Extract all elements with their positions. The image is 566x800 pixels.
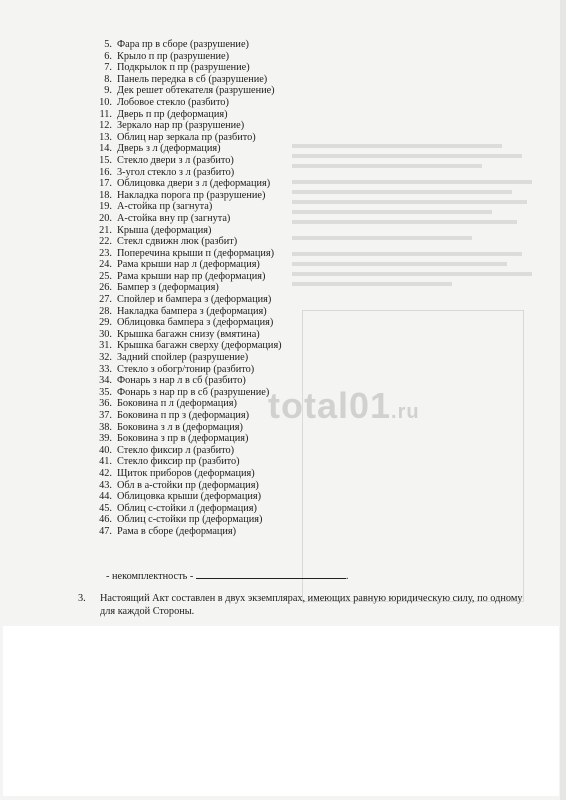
damage-list-item	[88, 340, 282, 352]
item-number: 18.	[99, 189, 112, 201]
item-number: 39.	[99, 433, 112, 445]
damage-list-item	[88, 387, 282, 399]
item-number: 36.	[99, 398, 112, 410]
item-number: 7.	[104, 62, 112, 74]
damage-list-item	[88, 155, 282, 167]
damage-list-item	[88, 201, 282, 213]
damage-list-item	[88, 213, 282, 225]
item-number: 16.	[99, 166, 112, 178]
item-text: Поперечина крыши п (деформация)	[117, 247, 275, 259]
item-text: Спойлер и бампера з (деформация)	[117, 294, 272, 306]
damage-list-item	[88, 225, 282, 237]
item-number: 46.	[99, 514, 112, 526]
item-text: Боковина п пр з (деформация)	[117, 410, 250, 421]
item-text: Рама крыши нар пр (деформация)	[117, 270, 266, 282]
item-text: Боковина з л в (деформация)	[117, 421, 243, 433]
item-text: Бампер з (деформация)	[117, 282, 219, 294]
item-text: Облиц с-стойки л (деформация)	[117, 502, 257, 514]
damage-list-item	[88, 514, 282, 526]
item-number: 8.	[104, 73, 112, 85]
scan-edge	[560, 0, 566, 800]
damage-list-item	[88, 398, 282, 410]
damage-list-item	[88, 143, 282, 155]
damage-list-item	[88, 248, 282, 260]
item-number: 47.	[99, 525, 112, 537]
item-text: Зеркало нар пр (разрушение)	[117, 120, 245, 132]
item-text: Облиц с-стойки пр (деформация)	[117, 514, 263, 526]
item-text: Обл в а-стойки пр (деформация)	[117, 479, 259, 491]
item-text: Облицовка крыши (деформация)	[117, 491, 262, 503]
damage-list-item	[88, 236, 282, 248]
fill-in-blank	[196, 569, 346, 579]
item-number: 44.	[99, 491, 112, 503]
item-text: Боковина п л (деформация)	[117, 398, 237, 410]
item-number: 41.	[99, 456, 112, 468]
damage-list-item	[88, 51, 282, 63]
item-text: Фара пр в сборе (разрушение)	[117, 39, 249, 50]
item-text: Крыло п пр (разрушение)	[117, 50, 230, 62]
clause-3	[78, 592, 538, 618]
damage-list-item	[88, 422, 282, 434]
damage-list	[88, 39, 282, 538]
item-text: А-стойка вну пр (загнута)	[117, 212, 231, 224]
item-text: Стекло фиксир л (разбито)	[117, 444, 235, 456]
item-text: Задний спойлер (разрушение)	[117, 352, 249, 364]
clause-number: 3.	[78, 593, 86, 604]
damage-list-item	[88, 352, 282, 364]
watermark-main: total01	[268, 385, 392, 426]
item-text: Облицовка бампера з (деформация)	[117, 317, 274, 329]
item-number: 43.	[99, 479, 112, 491]
blank-lower-area	[3, 626, 559, 796]
item-number: 29.	[99, 317, 112, 329]
item-text: Фонарь з нар пр в сб (разрушение)	[117, 386, 270, 398]
item-text: Боковина з пр в (деформация)	[117, 433, 249, 445]
item-text: Панель передка в сб (разрушение)	[117, 73, 268, 85]
item-number: 38.	[99, 421, 112, 433]
item-text: Накладка бампера з (деформация)	[117, 305, 267, 317]
incompleteness-line: - некомплектность - .	[106, 571, 349, 582]
item-number: 23.	[99, 247, 112, 259]
item-text: Рама крыши нар л (деформация)	[117, 259, 260, 271]
item-text: Дек решет обтекателя (разрушение)	[117, 85, 275, 97]
damage-list-item	[88, 480, 282, 492]
damage-list-item	[88, 190, 282, 202]
damage-list-item	[88, 468, 282, 480]
item-text: Фонарь з нар л в сб (разбито)	[117, 375, 246, 387]
item-text: Облицовка двери з л (деформация)	[117, 178, 271, 190]
damage-list-item	[88, 271, 282, 283]
damage-list-item	[88, 62, 282, 74]
item-number: 24.	[99, 259, 112, 271]
item-number: 30.	[99, 328, 112, 340]
item-number: 28.	[99, 305, 112, 317]
item-number: 13.	[99, 131, 112, 143]
damage-list-item	[88, 456, 282, 468]
damage-list-item	[88, 259, 282, 271]
item-text: 3-угол стекло з л (разбито)	[117, 166, 235, 178]
damage-list-item	[88, 282, 282, 294]
item-number: 40.	[99, 444, 112, 456]
watermark	[268, 385, 420, 427]
item-number: 37.	[99, 410, 112, 421]
watermark-domain: .ru	[391, 401, 420, 423]
item-number: 32.	[99, 352, 112, 364]
item-number: 42.	[99, 467, 112, 479]
damage-list-item	[88, 364, 282, 376]
damage-list-item	[88, 132, 282, 144]
item-number: 14.	[99, 143, 112, 155]
item-text: Крыша (деформация)	[117, 224, 212, 236]
damage-list-item	[88, 178, 282, 190]
item-text: Щиток приборов (деформация)	[117, 467, 255, 479]
item-text: Лобовое стекло (разбито)	[117, 96, 229, 108]
clause-text: Настоящий Акт составлен в двух экземплярах, имеющих равную юридическую силу, по одному для каждой Стороны.	[100, 593, 523, 617]
item-number: 15.	[99, 154, 112, 166]
item-number: 21.	[99, 224, 112, 236]
damage-list-item	[88, 39, 282, 51]
bleed-through-text	[292, 140, 542, 610]
damage-list-item	[88, 294, 282, 306]
item-text: Стекло двери з л (разбито)	[117, 154, 234, 166]
item-text: Крышка багажн снизу (вмятина)	[117, 328, 260, 340]
item-number: 45.	[99, 502, 112, 514]
item-number: 34.	[99, 375, 112, 387]
damage-list-item	[88, 74, 282, 86]
item-text: Крышка багажн сверху (деформация)	[117, 340, 282, 352]
damage-list-item	[88, 503, 282, 515]
item-number: 5.	[104, 39, 112, 50]
item-number: 33.	[99, 363, 112, 375]
item-number: 31.	[99, 340, 112, 352]
damage-list-item	[88, 433, 282, 445]
item-text: Подкрылок п пр (разрушение)	[117, 62, 250, 74]
item-number: 19.	[99, 201, 112, 213]
damage-list-item	[88, 445, 282, 457]
item-text: Стекло з обогр/тонир (разбито)	[117, 363, 255, 375]
item-number: 26.	[99, 282, 112, 294]
incompleteness-label: - некомплектность -	[106, 571, 194, 582]
damage-list-item	[88, 375, 282, 387]
item-text: Накладка порога пр (разрушение)	[117, 189, 266, 201]
item-number: 35.	[99, 386, 112, 398]
item-number: 22.	[99, 236, 112, 248]
item-number: 17.	[99, 178, 112, 190]
damage-list-item	[88, 120, 282, 132]
item-text: Облиц нар зеркала пр (разбито)	[117, 131, 256, 143]
item-number: 27.	[99, 294, 112, 306]
item-text: А-стойка пр (загнута)	[117, 201, 213, 213]
damage-list-item	[88, 97, 282, 109]
item-text: Дверь п пр (деформация)	[117, 108, 228, 120]
damage-list-item	[88, 167, 282, 179]
item-number: 12.	[99, 120, 112, 132]
damage-list-item	[88, 491, 282, 503]
damage-list-item	[88, 526, 282, 538]
item-number: 10.	[99, 96, 112, 108]
damage-list-item	[88, 410, 282, 422]
item-number: 11.	[99, 108, 112, 120]
item-text: Стекл сдвижн люк (разбит)	[117, 236, 238, 248]
damage-list-item	[88, 109, 282, 121]
item-text: Стекло фиксир пр (разбито)	[117, 456, 240, 468]
item-text: Дверь з л (деформация)	[117, 143, 221, 155]
damage-list-item	[88, 306, 282, 318]
damage-list-item	[88, 317, 282, 329]
item-number: 25.	[99, 270, 112, 282]
item-number: 20.	[99, 212, 112, 224]
damage-list-item	[88, 85, 282, 97]
item-number: 9.	[104, 85, 112, 97]
item-text: Рама в сборе (деформация)	[117, 525, 237, 537]
item-number: 6.	[104, 50, 112, 62]
damage-list-item	[88, 329, 282, 341]
